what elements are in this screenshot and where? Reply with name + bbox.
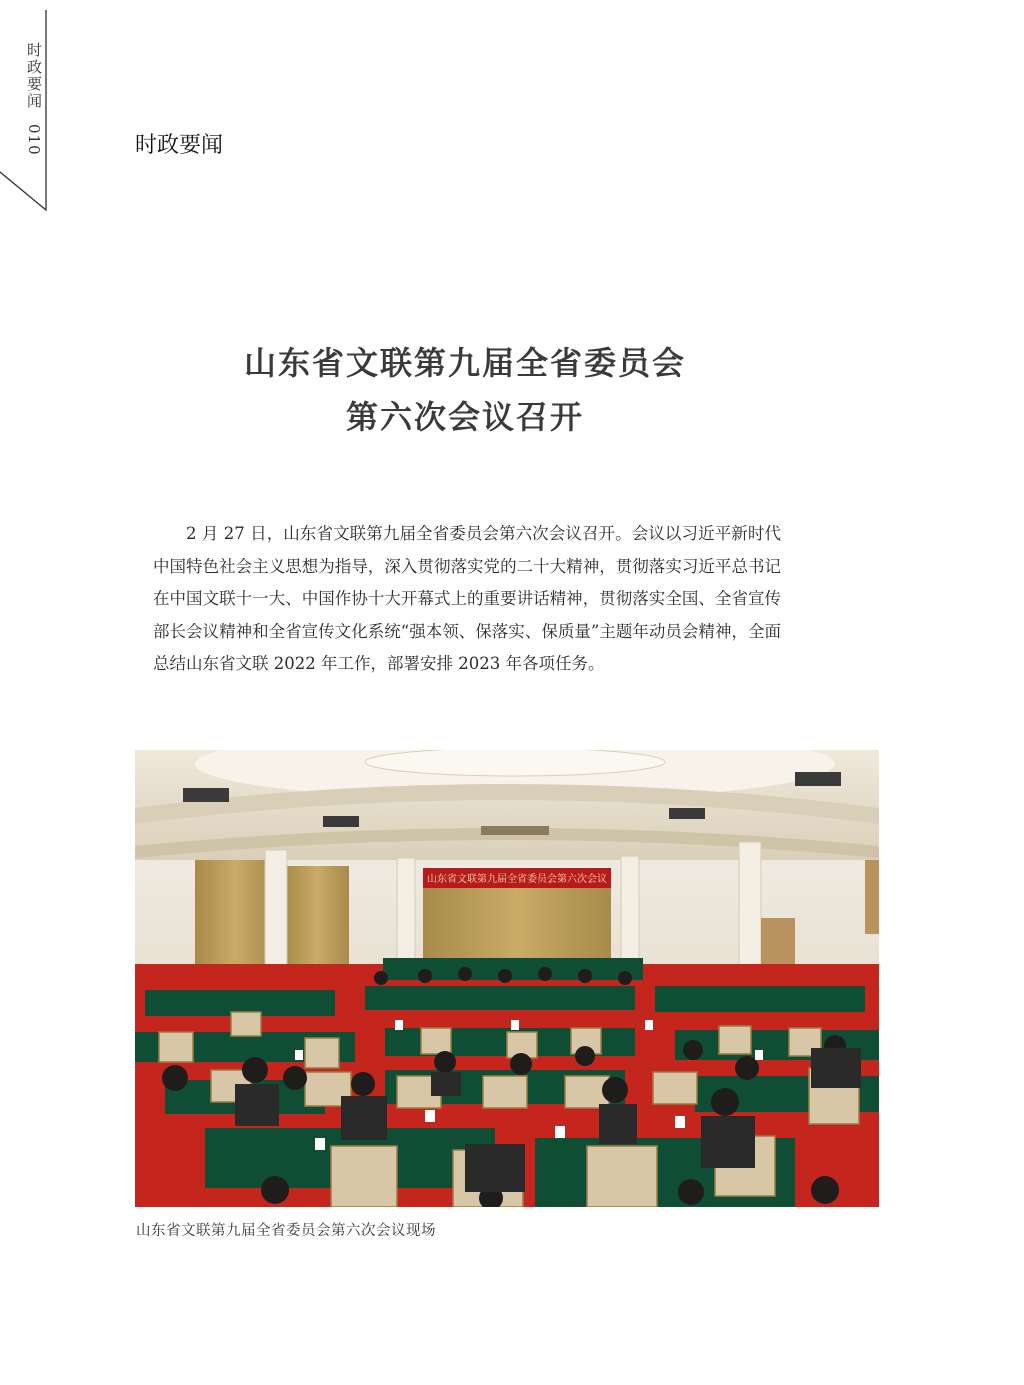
- side-tab-label: 时政要闻: [25, 42, 43, 110]
- side-tab: [0, 0, 50, 212]
- meeting-photo-scene: [135, 750, 879, 1207]
- article-body: 2 月 27 日，山东省文联第九届全省委员会第六次会议召开。会议以习近平新时代中国特色社会主义思想为指导，深入贯彻落实党的二十大精神，贯彻落实习近平总书记在中国文联十一大、中国作协十大开幕式上的重要讲话精神，贯彻落实全国、全省宣传部长会议精神和全省宣传文化系统“强本领、保落实、保质量”主题年动员会精神，全面总结山东省文联 2022 年工作，部署安排 2023 年各项任务。: [153, 524, 781, 673]
- article-title-line-2: 第六次会议召开: [345, 398, 584, 436]
- section-label: 时政要闻: [135, 133, 224, 158]
- article-title: [0, 336, 930, 444]
- photo-caption: 山东省文联第九届全省委员会第六次会议现场: [136, 1223, 436, 1239]
- meeting-photo: [135, 750, 879, 1207]
- side-tab-text: [24, 42, 45, 156]
- banner-text: 山东省文联第九届全省委员会第六次会议: [427, 874, 607, 885]
- article-title-line-1: 山东省文联第九届全省委员会: [243, 344, 686, 382]
- side-tab-page-number: 010: [25, 124, 43, 156]
